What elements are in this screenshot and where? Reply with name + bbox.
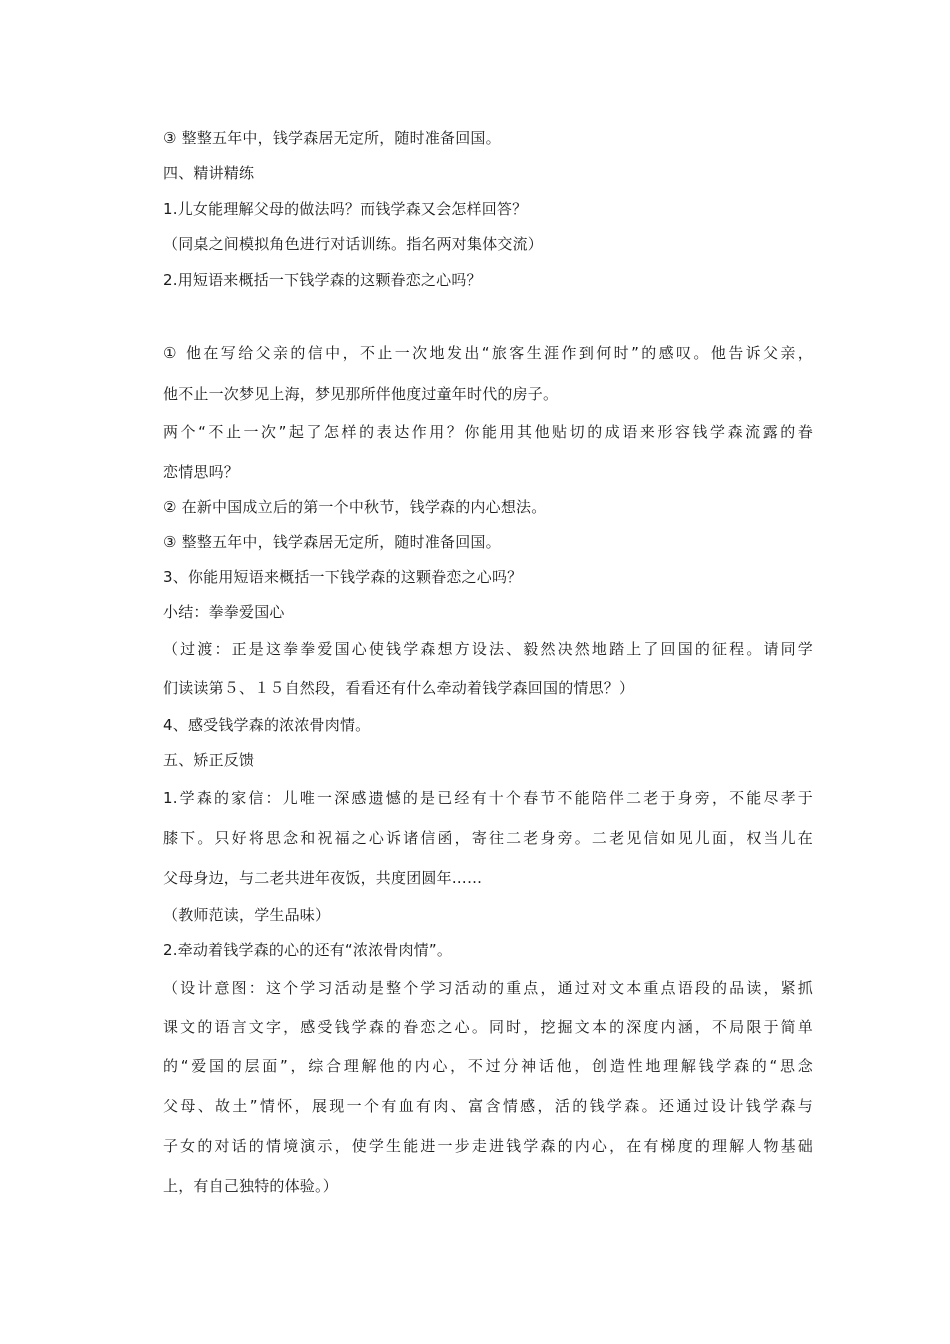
- text-line: 的“爱国的层面”，综合理解他的内心，不过分神话他，创造性地理解钱学森的“思念: [163, 1057, 813, 1075]
- text-line: （教师范读，学生品味）: [163, 906, 331, 924]
- section-heading: 五、矫正反馈: [163, 751, 255, 769]
- text-line: 2.牵动着钱学森的心的还有“浓浓骨肉情”。: [163, 941, 453, 959]
- text-line: ① 他在写给父亲的信中，不止一次地发出“旅客生涯作到何时”的感叹。他告诉父亲，: [163, 344, 813, 362]
- text-line: 父母、故土”情怀，展现一个有血有肉、富含情感，活的钱学森。还通过设计钱学森与: [163, 1097, 813, 1115]
- text-line: 膝下。只好将思念和祝福之心诉诸信函，寄往二老身旁。二老见信如见儿面，权当儿在: [163, 829, 813, 847]
- text-line: 4、感受钱学森的浓浓骨肉情。: [163, 716, 371, 734]
- section-heading: 四、精讲精练: [163, 164, 255, 182]
- text-line: 们读读第５、１５自然段，看看还有什么牵动着钱学森回国的情思？）: [163, 679, 635, 697]
- text-line: 两个“不止一次”起了怎样的表达作用？你能用其他贴切的成语来形容钱学森流露的眷: [163, 423, 813, 441]
- text-line: 小结：拳拳爱国心: [163, 603, 285, 621]
- text-line: 子女的对话的情境演示，使学生能进一步走进钱学森的内心，在有梯度的理解人物基础: [163, 1137, 813, 1155]
- text-line: 恋情思吗？: [163, 463, 240, 481]
- text-line: 3、你能用短语来概括一下钱学森的这颗眷恋之心吗？: [163, 568, 523, 586]
- text-line: （设计意图：这个学习活动是整个学习活动的重点，通过对文本重点语段的品读，紧抓: [163, 979, 813, 997]
- text-line: 他不止一次梦见上海，梦见那所伴他度过童年时代的房子。: [163, 385, 559, 403]
- text-line: 父母身边，与二老共进年夜饭，共度团圆年……: [163, 869, 483, 887]
- text-line: ③ 整整五年中，钱学森居无定所，随时准备回国。: [163, 533, 501, 551]
- text-line: ③ 整整五年中，钱学森居无定所，随时准备回国。: [163, 129, 501, 147]
- text-line: 上，有自己独特的体验。）: [163, 1177, 338, 1195]
- text-line: 1.学森的家信：儿唯一深感遗憾的是已经有十个春节不能陪伴二老于身旁，不能尽孝于: [163, 789, 813, 807]
- text-line: 1.儿女能理解父母的做法吗？而钱学森又会怎样回答？: [163, 200, 528, 218]
- text-line: （过渡：正是这拳拳爱国心使钱学森想方设法、毅然决然地踏上了回国的征程。请同学: [163, 640, 813, 658]
- text-line: （同桌之间模拟角色进行对话训练。指名两对集体交流）: [163, 235, 544, 253]
- text-line: 2.用短语来概括一下钱学森的这颗眷恋之心吗？: [163, 271, 482, 289]
- text-line: 课文的语言文字，感受钱学森的眷恋之心。同时，挖掘文本的深度内涵，不局限于简单: [163, 1018, 813, 1036]
- text-line: ② 在新中国成立后的第一个中秋节，钱学森的内心想法。: [163, 498, 547, 516]
